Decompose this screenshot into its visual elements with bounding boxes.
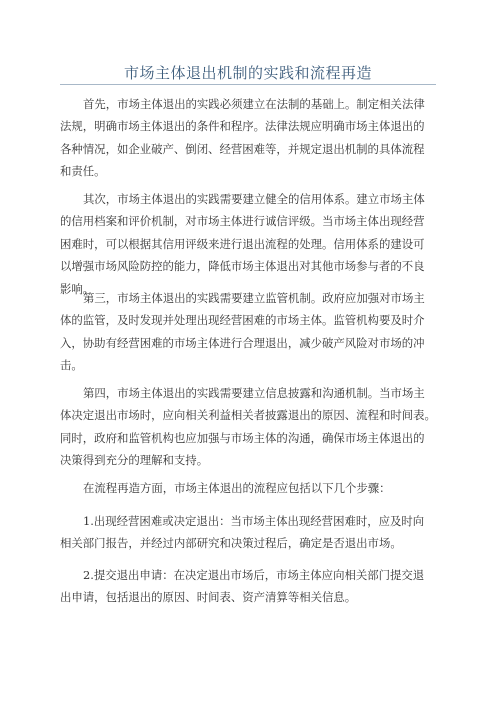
paragraph-line: 困难时，可以根据其信用评级来进行退出流程的处理。信用体系的建设可 — [60, 236, 425, 251]
paragraph-line: 首先，市场主体退出的实践必须建立在法制的基础上。制定相关法律 — [83, 97, 425, 111]
paragraph-6 — [60, 510, 445, 555]
paragraph-line: 决策得到充分的理解和支持。 — [60, 453, 209, 468]
paragraph-3 — [60, 287, 445, 377]
paragraph-line: 影响。 — [60, 281, 95, 296]
paragraph-line: 的信用档案和评价机制，对市场主体进行诚信评级。当市场主体出现经营 — [60, 214, 425, 229]
paragraph-7 — [60, 564, 445, 609]
paragraph-line: 击。 — [60, 358, 83, 373]
paragraph-line: 法规，明确市场主体退出的条件和程序。法律法规应明确市场主体退出的 — [60, 119, 425, 134]
paragraph-2 — [60, 188, 445, 300]
paragraph-line: 和责任。 — [60, 164, 106, 179]
paragraph-line: 在流程再造方面，市场主体退出的流程应包括以下几个步骤： — [83, 481, 391, 495]
paragraph-line: 2.提交退出申请：在决定退出市场后，市场主体应向相关部门提交退 — [83, 568, 425, 582]
paragraph-line: 第四，市场主体退出的实践需要建立信息披露和沟通机制。当市场主 — [83, 386, 425, 400]
paragraph-1 — [60, 93, 445, 183]
title-underline — [60, 84, 436, 85]
paragraph-line: 各种情况，如企业破产、倒闭、经营困难等，并规定退出机制的具体流程 — [60, 141, 425, 156]
paragraph-line: 出申请，包括退出的原因、时间表、资产清算等相关信息。 — [60, 590, 357, 605]
paragraph-5 — [60, 477, 445, 499]
document-title: 市场主体退出机制的实践和流程再造 — [123, 64, 372, 82]
paragraph-line: 第三，市场主体退出的实践需要建立监管机制。政府应加强对市场主 — [83, 291, 425, 305]
paragraph-line: 同时，政府和监管机构也应加强与市场主体的沟通，确保市场主体退出的 — [60, 430, 425, 445]
paragraph-line: 以增强市场风险防控的能力，降低市场主体退出对其他市场参与者的不良 — [60, 259, 425, 274]
paragraph-line: 相关部门报告，并经过内部研究和决策过程后，确定是否退出市场。 — [60, 536, 402, 551]
paragraph-line: 其次，市场主体退出的实践需要建立健全的信用体系。建立市场主体 — [83, 192, 425, 206]
paragraph-line: 体决定退出市场时，应向相关利益相关者披露退出的原因、流程和时间表。 — [60, 408, 436, 423]
paragraph-line: 1.出现经营困难或决定退出：当市场主体出现经营困难时，应及时向 — [83, 514, 425, 528]
paragraph-line: 入，协助有经营困难的市场主体进行合理退出，减少破产风险对市场的冲 — [60, 335, 425, 350]
paragraph-line: 体的监管，及时发现并处理出现经营困难的市场主体。监管机构要及时介 — [60, 313, 425, 328]
paragraph-4 — [60, 382, 445, 472]
